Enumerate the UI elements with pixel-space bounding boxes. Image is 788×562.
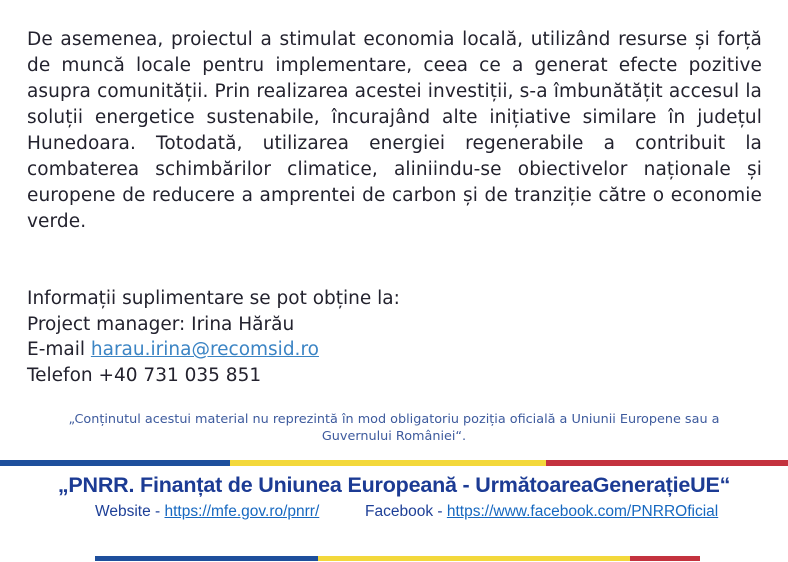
- pnrr-funding-title: „PNRR. Finanțat de Uniunea Europeană - UrmătoareaGenerațieUE“: [57, 473, 731, 497]
- email-link[interactable]: harau.irina@recomsid.ro: [90, 339, 319, 360]
- email-label: E-mail: [27, 339, 91, 360]
- facebook-line: [365, 503, 718, 521]
- flag-yellow-segment: [230, 460, 546, 466]
- romanian-flag-stripe-top: [0, 460, 788, 466]
- facebook-label: Facebook -: [365, 503, 447, 520]
- contact-intro: Informații suplimentare se pot obține la:: [27, 288, 400, 309]
- contact-block: [27, 286, 587, 388]
- flag-red-segment: [630, 556, 700, 561]
- website-link[interactable]: https://mfe.gov.ro/pnrr/: [164, 503, 320, 520]
- website-label: Website -: [95, 503, 165, 520]
- flag-blue-segment: [0, 460, 230, 466]
- romanian-flag-stripe-bottom: [95, 556, 700, 561]
- project-manager-line: Project manager: Irina Hărău: [27, 313, 295, 335]
- footer-links-row: [0, 503, 788, 525]
- email-line: [27, 337, 587, 363]
- flag-blue-segment: [95, 556, 318, 561]
- website-line: [95, 503, 319, 521]
- flag-red-segment: [546, 460, 788, 466]
- project-impact-paragraph: De asemenea, proiectul a stimulat economia locală, utilizând resurse și forță de muncă locale pentru implementare, ceea ce a generat efecte pozitive asupra comunității. Prin realizarea acestei investiții, s-a îmbunătățit accesul la soluții energetice sustenabile, încurajând alte inițiative similare în județul Hunedoara. Totodată, utilizarea energiei regenerabile a contribuit la combaterea schimbărilor climatice, aliniindu-se obiectivelor naționale și europene de reducere a amprentei de carbon și de tranziție către o economie verde.: [27, 28, 762, 232]
- facebook-link[interactable]: https://www.facebook.com/PNRROficial: [446, 503, 719, 520]
- disclaimer-text: „Conținutul acestui material nu reprezintă în mod obligatoriu poziția oficială a Uniunii Europene sau a Guvernului României“.: [68, 412, 720, 444]
- flag-yellow-segment: [318, 556, 630, 561]
- phone-line: Telefon +40 731 035 851: [27, 364, 262, 386]
